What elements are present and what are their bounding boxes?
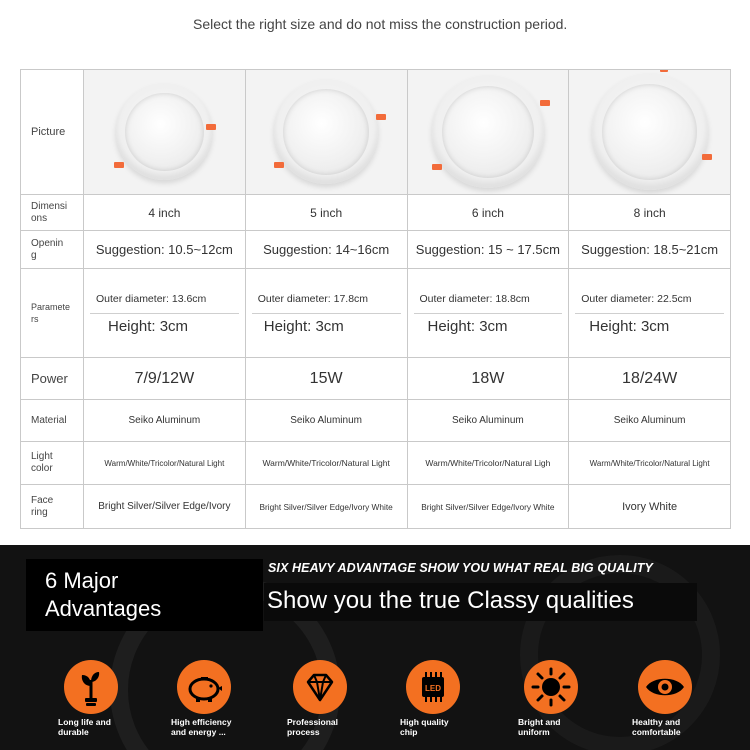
- cell-power: 18/24W: [569, 358, 731, 400]
- label-opening: Openin g: [21, 231, 84, 269]
- outer-diameter: Outer diameter: 18.8cm: [419, 293, 530, 305]
- cell-face-ring: Bright Silver/Silver Edge/Ivory White: [245, 485, 407, 529]
- cell-face-ring: Ivory White: [569, 485, 731, 529]
- feature-label: High efficiency and energy ...: [171, 717, 232, 737]
- tagline: SIX HEAVY ADVANTAGE SHOW YOU WHAT REAL BIG QUALITY: [268, 561, 653, 575]
- feature-long-life: [58, 660, 168, 737]
- cell-power: 7/9/12W: [84, 358, 246, 400]
- led-chip-icon: [406, 660, 460, 714]
- label-material: Material: [21, 400, 84, 442]
- label-picture: Picture: [21, 70, 84, 195]
- cell-parameters: [84, 269, 246, 358]
- eye-icon: [638, 660, 692, 714]
- feature-label: Long life and durable: [58, 717, 111, 737]
- feature-label: Professional process: [287, 717, 339, 737]
- outer-diameter: Outer diameter: 17.8cm: [257, 293, 369, 305]
- height: Height: 3cm: [263, 318, 344, 335]
- cell-material: Seiko Aluminum: [84, 400, 246, 442]
- feature-healthy: [632, 660, 742, 737]
- cell-dimension: 4 inch: [84, 195, 246, 231]
- outer-diameter: Outer diameter: 22.5cm: [581, 293, 692, 305]
- height: Height: 3cm: [108, 318, 189, 335]
- cell-power: 18W: [407, 358, 569, 400]
- downlight-image: [432, 76, 544, 188]
- cell-parameters: [407, 269, 569, 358]
- feature-process: [287, 660, 397, 737]
- advantages-title: 6 Major Advantages: [45, 568, 162, 621]
- label-power: Power: [21, 358, 84, 400]
- label-light-color: Light color: [21, 442, 84, 485]
- cell-dimension: 6 inch: [407, 195, 569, 231]
- feature-bright: [518, 660, 628, 737]
- height: Height: 3cm: [589, 318, 670, 335]
- cell-material: Seiko Aluminum: [407, 400, 569, 442]
- downlight-image: [116, 84, 212, 180]
- product-image-5inch: [245, 70, 407, 195]
- row-power: [21, 358, 731, 400]
- spec-table: [20, 69, 731, 529]
- cell-dimension: 8 inch: [569, 195, 731, 231]
- cell-face-ring: Bright Silver/Silver Edge/Ivory: [84, 485, 246, 529]
- row-face-ring: [21, 485, 731, 529]
- cell-light-color: Warm/White/Tricolor/Natural Light: [245, 442, 407, 485]
- feature-label: High quality chip: [400, 717, 449, 737]
- cell-parameters: [245, 269, 407, 358]
- cell-dimension: 5 inch: [245, 195, 407, 231]
- advantages-banner: [0, 545, 750, 750]
- cell-opening: Suggestion: 14~16cm: [245, 231, 407, 269]
- product-image-8inch: [569, 70, 731, 195]
- cell-opening: Suggestion: 18.5~21cm: [569, 231, 731, 269]
- cell-material: Seiko Aluminum: [569, 400, 731, 442]
- divider: [252, 313, 401, 314]
- feature-label: Healthy and comfortable: [632, 717, 681, 737]
- label-face-ring: Face ring: [21, 485, 84, 529]
- piggy-bank-icon: [177, 660, 231, 714]
- downlight-image: [274, 80, 378, 184]
- outer-diameter: Outer diameter: 13.6cm: [96, 293, 207, 305]
- row-dimensions: [21, 195, 731, 231]
- cell-light-color: Warm/White/Tricolor/Natural Light: [84, 442, 246, 485]
- row-light-color: [21, 442, 731, 485]
- led-text: LED: [425, 684, 441, 693]
- divider: [90, 313, 239, 314]
- plant-bulb-icon: [64, 660, 118, 714]
- cell-opening: Suggestion: 10.5~12cm: [84, 231, 246, 269]
- label-parameters: Paramete rs: [21, 269, 84, 358]
- divider: [575, 313, 724, 314]
- product-image-4inch: [84, 70, 246, 195]
- diamond-icon: [293, 660, 347, 714]
- feature-chip: [400, 660, 510, 737]
- cell-face-ring: Bright Silver/Silver Edge/Ivory White: [407, 485, 569, 529]
- cell-light-color: Warm/White/Tricolor/Natural Light: [569, 442, 731, 485]
- product-image-6inch: [407, 70, 569, 195]
- cell-opening: Suggestion: 15 ~ 17.5cm: [407, 231, 569, 269]
- headline: Show you the true Classy qualities: [267, 587, 634, 614]
- downlight-image: [592, 74, 708, 190]
- row-picture: [21, 70, 731, 195]
- height: Height: 3cm: [427, 318, 508, 335]
- label-dimensions: Dimensi ons: [21, 195, 84, 231]
- row-material: [21, 400, 731, 442]
- cell-light-color: Warm/White/Tricolor/Natural Ligh: [407, 442, 569, 485]
- feature-efficiency: [171, 660, 281, 737]
- divider: [414, 313, 563, 314]
- row-opening: [21, 231, 731, 269]
- cell-material: Seiko Aluminum: [245, 400, 407, 442]
- intro-text: Select the right size and do not miss the construction period.: [193, 16, 568, 32]
- feature-label: Bright and uniform: [518, 717, 561, 737]
- sun-icon: [524, 660, 578, 714]
- cell-parameters: [569, 269, 731, 358]
- row-parameters: [21, 269, 731, 358]
- cell-power: 15W: [245, 358, 407, 400]
